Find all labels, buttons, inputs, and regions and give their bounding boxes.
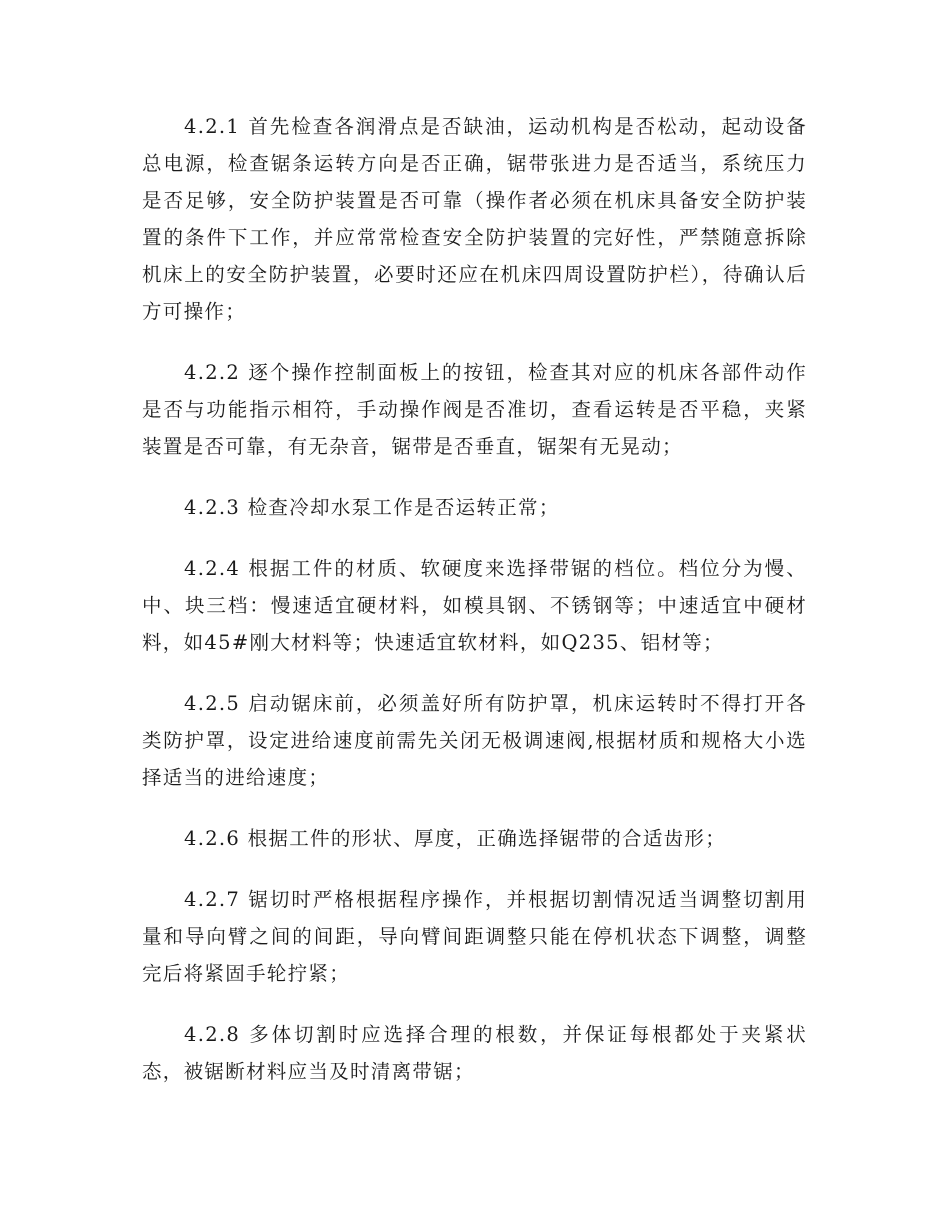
document-body <box>142 108 807 1114</box>
paragraph-4-2-7: 4.2.7 锯切时严格根据程序操作，并根据切割情况适当调整切割用量和导向臂之间的间距，导向臂间距调整只能在停机状态下调整，调整完后将紧固手轮拧紧； <box>142 888 807 985</box>
paragraph-4-2-3: 4.2.3 检查冷却水泵工作是否运转正常； <box>184 496 560 519</box>
paragraph-4-2-6: 4.2.6 根据工件的形状、厚度，正确选择锯带的合适齿形； <box>184 827 727 850</box>
paragraph-4-2-8: 4.2.8 多体切割时应选择合理的根数，并保证每根都处于夹紧状态，被锯断材料应当及时清离带锯； <box>142 1023 807 1083</box>
paragraph-4-2-5: 4.2.5 启动锯床前，必须盖好所有防护罩，机床运转时不得打开各类防护罩，设定进给速度前需先关闭无极调速阀,根据材质和规格大小选择适当的进给速度； <box>142 692 807 789</box>
paragraph-4-2-2: 4.2.2 逐个操作控制面板上的按钮，检查其对应的机床各部件动作是否与功能指示相符，手动操作阀是否准切，查看运转是否平稳，夹紧装置是否可靠，有无杂音，锯带是否垂直，锯架有无晃动； <box>142 361 807 458</box>
paragraph-4-2-1: 4.2.1 首先检查各润滑点是否缺油，运动机构是否松动，起动设备总电源，检查锯条运转方向是否正确，锯带张进力是否适当，系统压力是否足够，安全防护装置是否可靠（操作者必须在机床具备安全防护装置的条件下工作，并应常常检查安全防护装置的完好性，严禁随意拆除机床上的安全防护装置，必要时还应在机床四周设置防护栏），待确认后方可操作； <box>142 115 807 323</box>
paragraph-4-2-4: 4.2.4 根据工件的材质、软硬度来选择带锯的档位。档位分为慢、中、块三档：慢速适宜硬材料，如模具钢、不锈钢等；中速适宜中硬材料，如45#刚大材料等；快速适宜软材料，如Q235、铝材等； <box>142 557 807 654</box>
